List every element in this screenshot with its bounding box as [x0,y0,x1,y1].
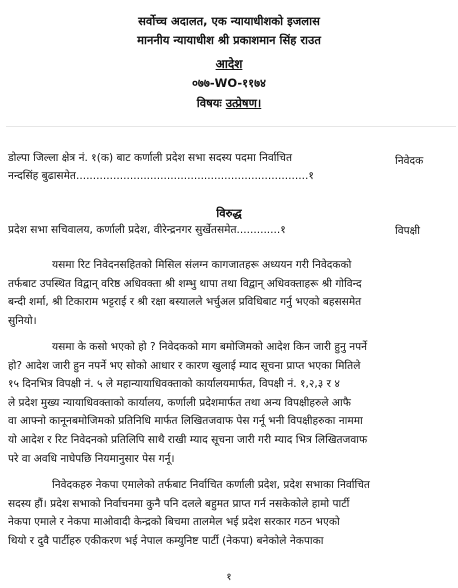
paragraph-line: यो आदेश र रिट निवेदनको प्रतिलिपि साथै राखी म्याद सूचना जारी गरी म्याद भित्र लिखितजवाफ [8,433,368,446]
court-name: सर्वोच्च अदालत, एक न्यायाधीशको इजलास [138,14,320,28]
paragraph-line: १५ दिनभित्र विपक्षी नं. ५ ले महान्यायाधिवक्ताको कार्यालयमार्फत, विपक्षी नं. १,२,३ र ४ [8,378,340,391]
paragraph-line: थियो र दुवै पार्टीहरु एकीकरण भई नेपाल कम्युनिष्ट पार्टी (नेकपा) बनेकोले नेकपाका [8,534,324,547]
order-title: आदेश [215,57,243,71]
versus-heading: विरुद्ध [216,206,242,220]
respondent-line: प्रदेश सभा सचिवालय, कर्णाली प्रदेश, वीरेन्द्रनगर सुर्खेतसमेत.............१ [8,224,286,236]
paragraph-line: निवेदकहरु नेकपा एमालेको तर्फबाट निर्वाचित कर्णाली प्रदेश, प्रदेश सभाका निर्वाचित [52,479,370,491]
paragraph-1 [8,256,456,330]
case-number: ०७७-WO-११७४ [191,76,267,90]
paragraph-line: सुनियो। [8,314,37,327]
paragraph-line: परे वा अवधि नाघेपछि नियमानुसार पेस गर्नू। [8,452,175,465]
petitioner-role: निवेदक [395,155,424,167]
paragraph-2 [8,338,456,468]
paragraph-line: हो? आदेश जारी हुन नपर्ने भए सोको आधार र कारण खुलाई म्याद सूचना प्राप्त भएका मितिले [8,359,361,372]
paragraph-line: बन्दी शर्मा, श्री टिकाराम भट्टराई र श्री रक्षा बस्यालले भर्चुअल प्रविधिबाट गर्नु भएको बहससमेत [8,296,362,309]
paragraph-3 [8,476,456,550]
respondent-role: विपक्षी [395,225,420,237]
paragraph-line: यसमा के कसो भएको हो ? निवेदकको माग बमोजिमको आदेश किन जारी हुनु नपर्ने [52,341,368,353]
subject-value: उत्प्रेषण। [225,96,262,110]
petitioner-line-2: नन्दसिंह बुढासमेत.....................................................................१ [8,170,314,182]
page-number: १ [226,572,232,583]
paragraph-line: सदस्य हौं। प्रदेश सभाको निर्वाचनमा कुनै पनि दलले बहुमत प्राप्त गर्न नसकेकोले हामो पार्टी [8,497,350,510]
subject-line [0,96,458,111]
judge-name: माननीय न्यायाधीश श्री प्रकाशमान सिंह राउत [137,33,321,47]
paragraph-line: ले प्रदेश मुख्य न्यायाधिवक्ताको कार्यालय, कर्णाली प्रदेशमार्फत तथा अन्य विपक्षीहरुले आफै [8,396,351,409]
paragraph-line: तर्फबाट उपस्थित विद्वान् वरिष्ठ अधिवक्ता श्री शम्भु थापा तथा विद्वान् अधिवक्ताहरू श्री गोविन्द [8,277,362,290]
divider [6,126,456,127]
petitioner-line-1: डोल्पा जिल्ला क्षेत्र नं. १(क) बाट कर्णाली प्रदेश सभा सदस्य पदमा निर्वाचित [8,152,293,164]
paragraph-line: नेकपा एमाले र नेकपा माओवादी केन्द्रको बिचमा तालमेल भई प्रदेश सरकार गठन भएको [8,516,340,529]
subject-label: विषयः [196,96,222,110]
paragraph-line: वा आफ्नो कानूनबमोजिमको प्रतिनिधि मार्फत लिखितजवाफ पेस गर्नू भनी विपक्षीहरुका नाममा [8,415,363,428]
paragraph-line: यसमा रिट निवेदनसहितको मिसिल संलग्न कागजातहरू अध्ययन गरी निवेदकको [52,259,352,271]
